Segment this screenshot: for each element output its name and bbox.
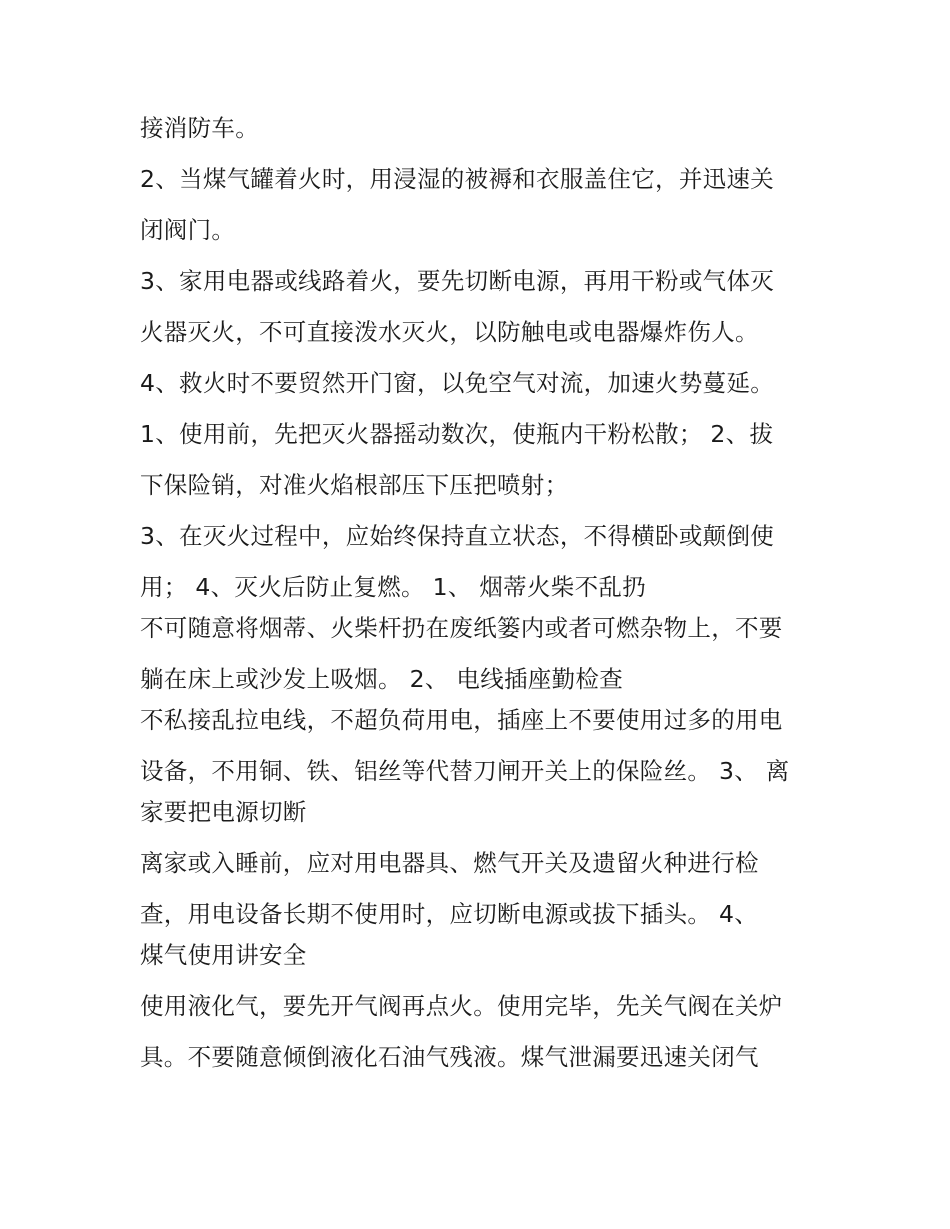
text-line: 具。不要随意倾倒液化石油气残液。煤气泄漏要迅速关闭气 [140, 1043, 759, 1071]
text-line: 煤气使用讲安全 [140, 941, 307, 969]
text-line: 3、家用电器或线路着火，要先切断电源，再用干粉或气体灭 [140, 267, 775, 295]
text-line: 躺在床上或沙发上吸烟。 2、 电线插座勤检查 [140, 665, 623, 693]
document-body [140, 107, 830, 1087]
text-line: 用； 4、灭火后防止复燃。 1、 烟蒂火柴不乱扔 [140, 573, 647, 601]
text-line: 设备，不用铜、铁、铝丝等代替刀闸开关上的保险丝。 3、 离 [140, 757, 790, 785]
text-line: 下保险销，对准火焰根部压下压把喷射； [140, 471, 569, 499]
text-line: 使用液化气，要先开气阀再点火。使用完毕，先关气阀在关炉 [140, 992, 783, 1020]
text-line: 接消防车。 [140, 114, 259, 142]
text-line: 1、使用前，先把灭火器摇动数次，使瓶内干粉松散； 2、拔 [140, 420, 774, 448]
text-line: 3、在灭火过程中，应始终保持直立状态，不得横卧或颠倒使 [140, 522, 775, 550]
text-line: 家要把电源切断 [140, 798, 307, 826]
text-line: 查，用电设备长期不使用时，应切断电源或拔下插头。 4、 [140, 900, 759, 928]
text-line: 闭阀门。 [140, 216, 236, 244]
text-line: 不私接乱拉电线，不超负荷用电，插座上不要使用过多的用电 [140, 706, 783, 734]
text-line: 4、救火时不要贸然开门窗，以免空气对流，加速火势蔓延。 [140, 369, 775, 397]
text-line: 火器灭火，不可直接泼水灭火，以防触电或电器爆炸伤人。 [140, 318, 759, 346]
text-line: 不可随意将烟蒂、火柴杆扔在废纸篓内或者可燃杂物上，不要 [140, 614, 783, 642]
text-line: 离家或入睡前，应对用电器具、燃气开关及遗留火种进行检 [140, 849, 759, 877]
text-line: 2、当煤气罐着火时，用浸湿的被褥和衣服盖住它，并迅速关 [140, 165, 775, 193]
